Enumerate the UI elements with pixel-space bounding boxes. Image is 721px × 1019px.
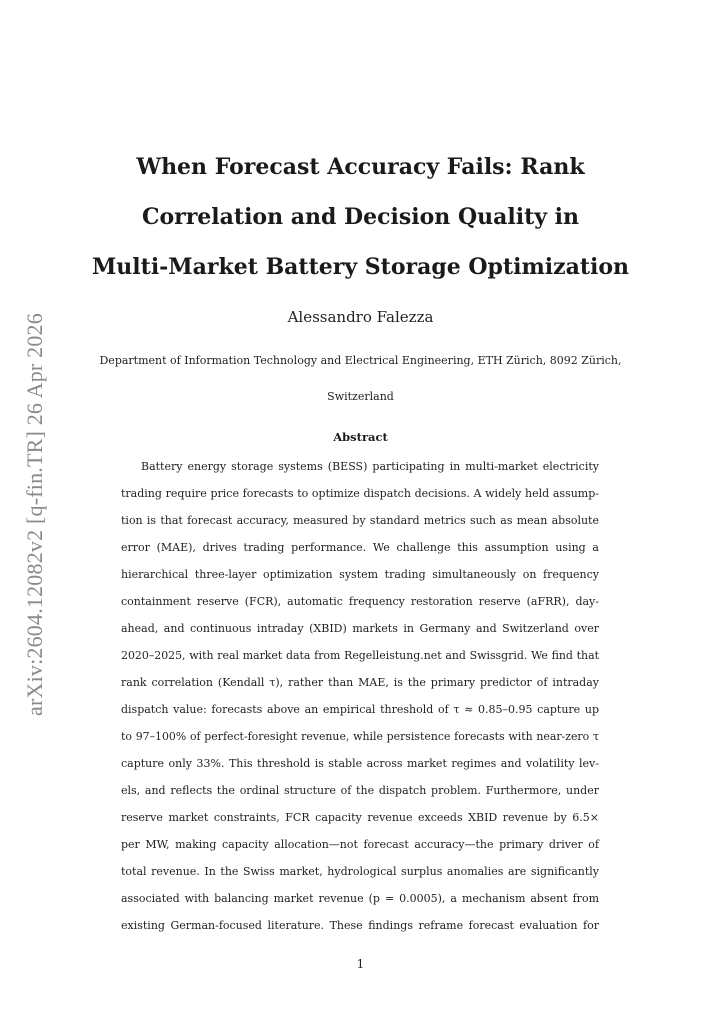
- abstract-line: Battery energy storage systems (BESS) participating in multi-market electricity: [141, 460, 599, 473]
- affiliation-line-1: Department of Information Technology and Electrical Engineering, ETH Zürich, 8092 Zürich,: [99, 354, 622, 367]
- abstract-line: reserve market constraints, FCR capacity revenue exceeds XBID revenue by 6.5×: [121, 811, 599, 824]
- paper-title-line-2: Correlation and Decision Quality in: [141, 204, 580, 230]
- abstract-line: per MW, making capacity allocation—not forecast accuracy—the primary driver of: [121, 838, 599, 851]
- affiliation-line-2: Switzerland: [327, 390, 394, 403]
- abstract-line: rank correlation (Kendall τ), rather than MAE, is the primary predictor of intraday: [121, 676, 599, 689]
- abstract-line: tion is that forecast accuracy, measured by standard metrics such as mean absolute: [121, 514, 599, 527]
- arxiv-identifier-stamp: arXiv:2604.12082v2 [q-fin.TR] 26 Apr 2026: [22, 313, 47, 717]
- abstract-line: hierarchical three-layer optimization system trading simultaneously on frequency: [121, 568, 599, 581]
- abstract-line: containment reserve (FCR), automatic frequency restoration reserve (aFRR), day-: [121, 595, 599, 608]
- author-name: Alessandro Falezza: [287, 308, 434, 326]
- abstract-line: 2020–2025, with real market data from Regelleistung.net and Swissgrid. We find that: [121, 649, 599, 662]
- abstract-line: dispatch value: forecasts above an empirical threshold of τ ≈ 0.85–0.95 capture up: [121, 703, 599, 716]
- paper-title-line-1: When Forecast Accuracy Fails: Rank: [136, 154, 585, 180]
- page-number: 1: [356, 957, 365, 971]
- abstract-line: existing German-focused literature. These findings reframe forecast evaluation for: [121, 919, 599, 932]
- abstract-line: error (MAE), drives trading performance. We challenge this assumption using a: [121, 541, 599, 554]
- abstract-line: ahead, and continuous intraday (XBID) markets in Germany and Switzerland over: [121, 622, 599, 635]
- paper-title-line-3: Multi-Market Battery Storage Optimization: [91, 254, 630, 280]
- abstract-line: capture only 33%. This threshold is stable across market regimes and volatility lev-: [121, 757, 599, 770]
- abstract-line: associated with balancing market revenue (p = 0.0005), a mechanism absent from: [121, 892, 599, 905]
- abstract-line: total revenue. In the Swiss market, hydrological surplus anomalies are significantly: [121, 865, 599, 878]
- abstract-line: els, and reflects the ordinal structure of the dispatch problem. Furthermore, under: [121, 784, 599, 797]
- abstract-line: to 97–100% of perfect-foresight revenue, while persistence forecasts with near-zero τ: [121, 730, 599, 743]
- abstract-heading: Abstract: [333, 430, 388, 444]
- abstract-line: trading require price forecasts to optimize dispatch decisions. A widely held assump-: [121, 487, 599, 500]
